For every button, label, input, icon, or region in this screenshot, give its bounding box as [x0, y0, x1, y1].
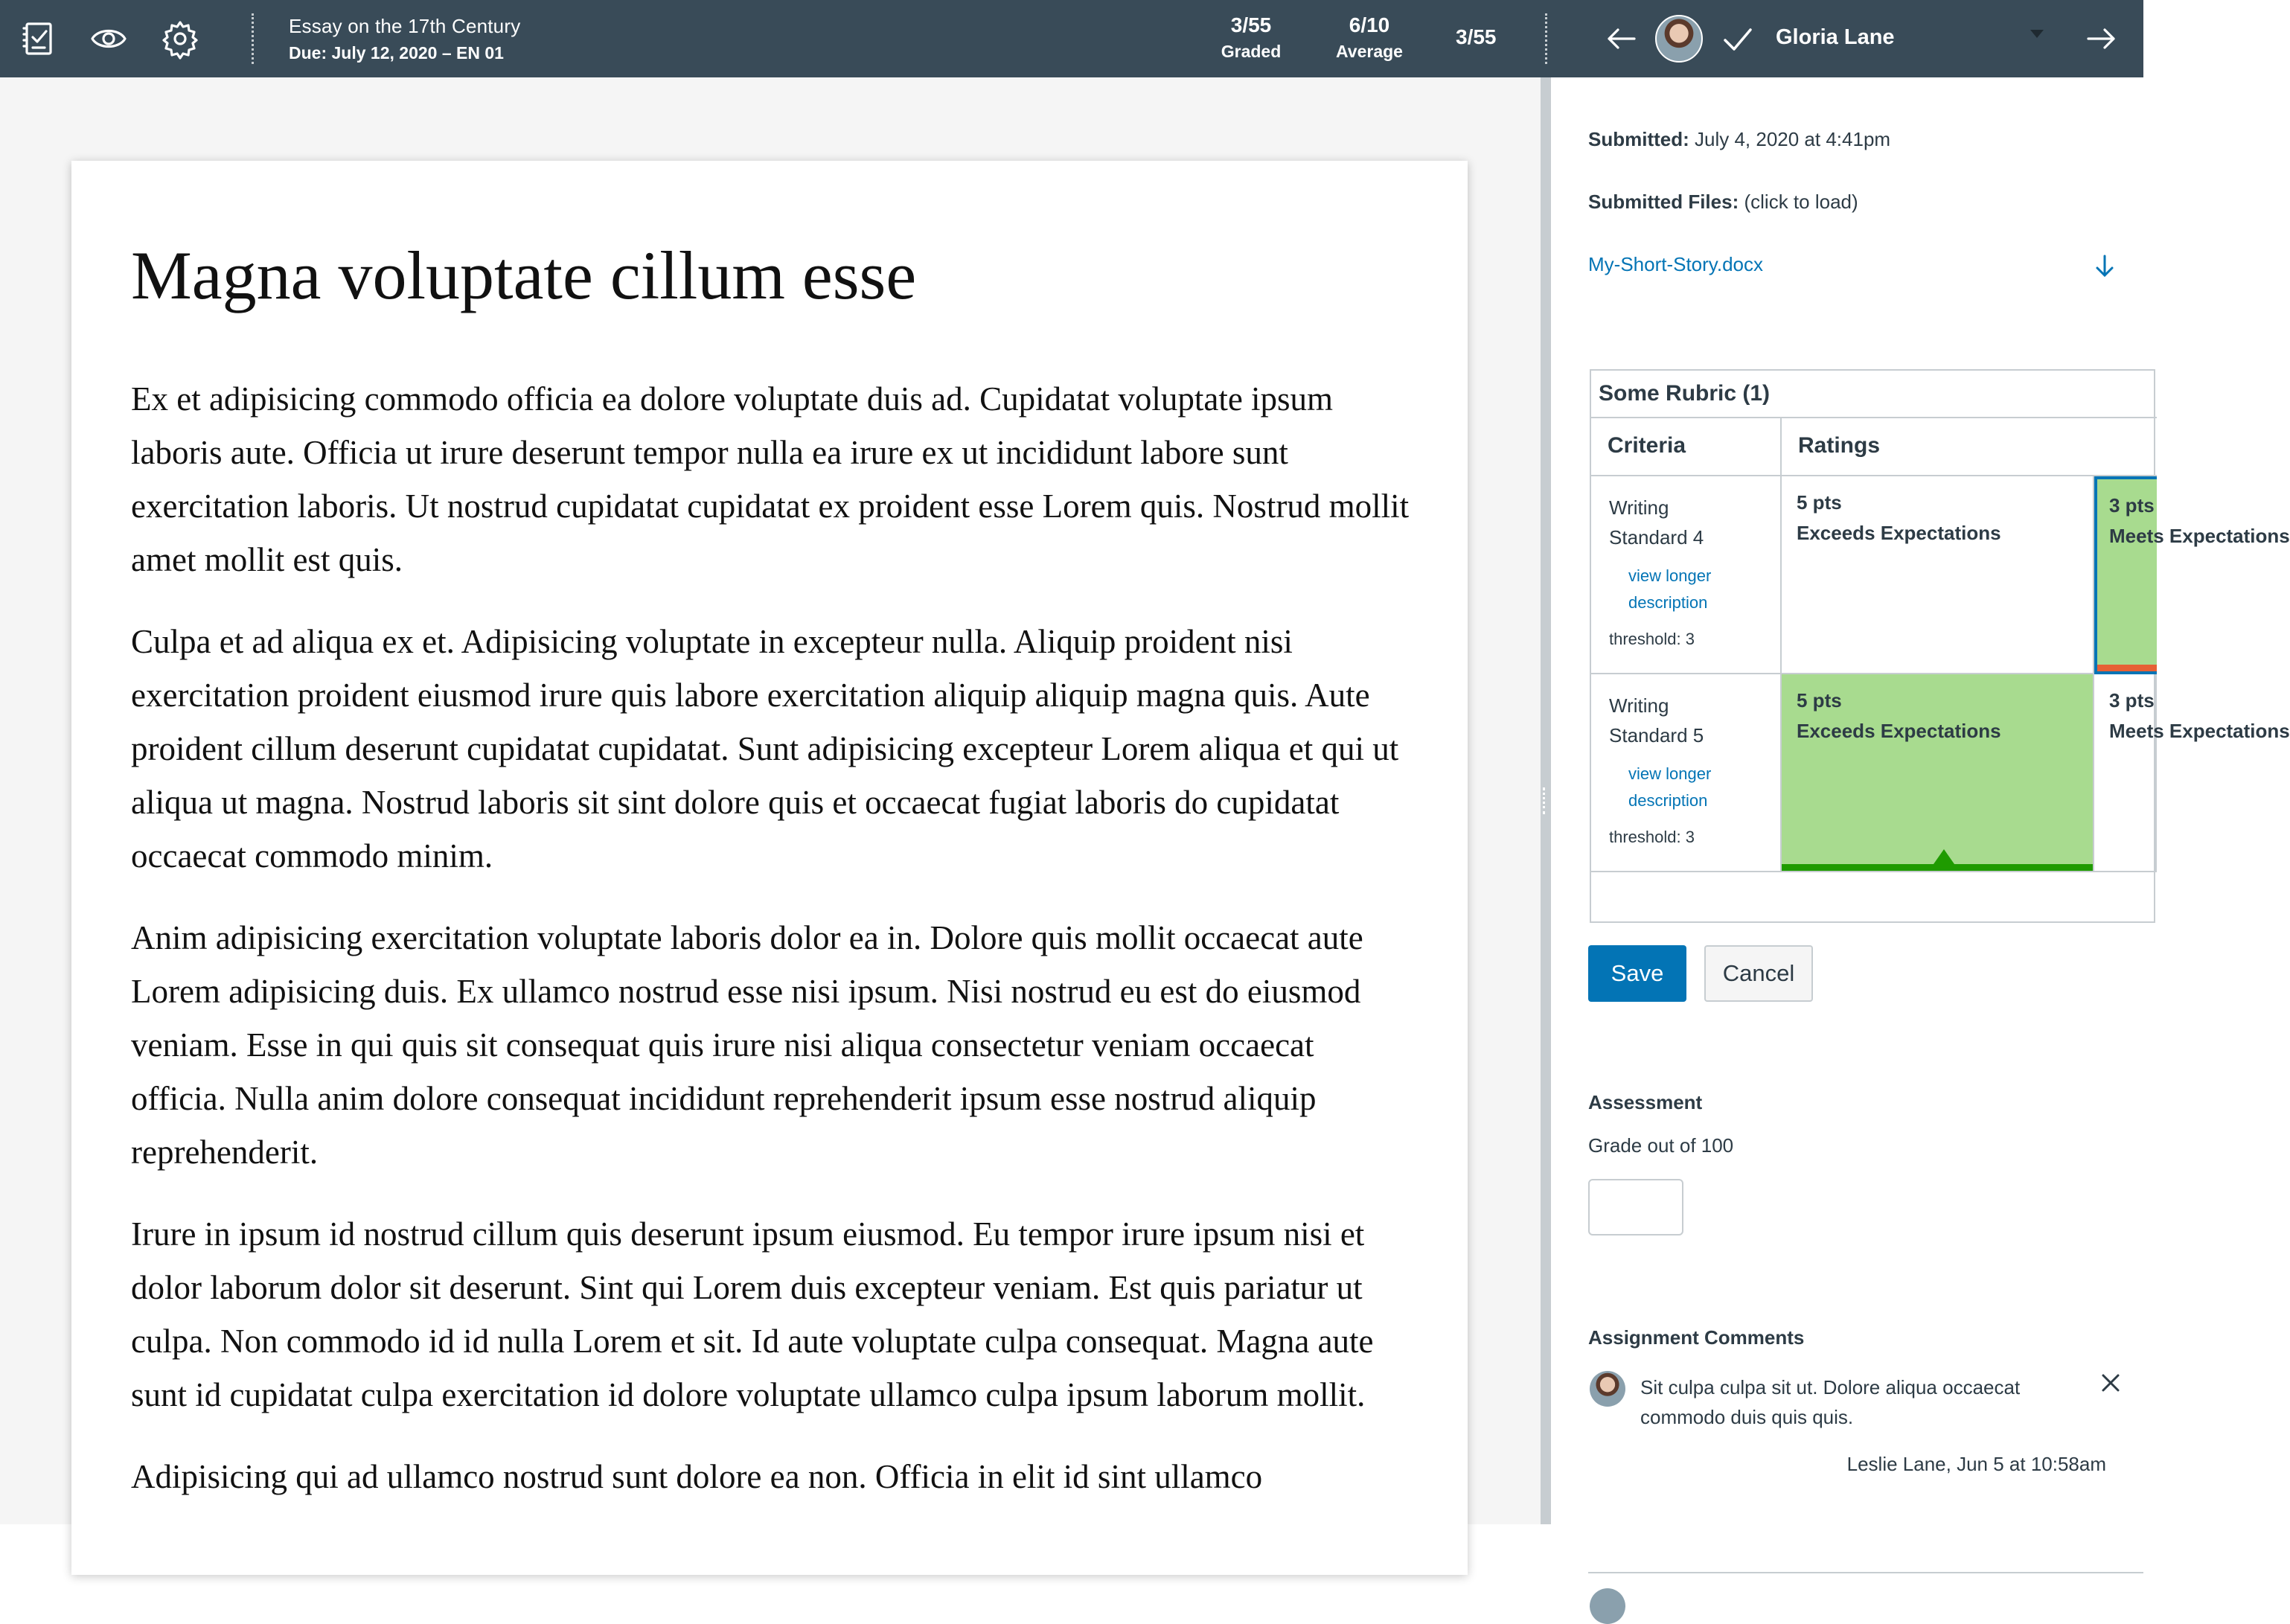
selected-caret-icon — [1934, 849, 1954, 864]
student-avatar — [1655, 15, 1703, 63]
rating-description: Exceeds Expectations — [1797, 522, 2001, 544]
average-value: 6/10 — [1349, 13, 1390, 36]
average-label: Average — [1336, 42, 1403, 61]
document-paragraph: Anim adipisicing exercitation voluptate laboris dolor ea in. Dolore quis mollit occaecat aute Lorem adipisicing duis. Ex ullamco nostrud esse nisi ipsum. Nisi nostrud eu est do eiusmod veniam. Esse in qui quis sit consequat quis irure nisi aliqua consectetur veniam occaecat officia. Nulla anim dolore consequat incididunt reprehenderit ipsum esse nostrud aliquip reprehenderit. — [131, 919, 1363, 1171]
gear-icon[interactable] — [158, 16, 202, 61]
average-stat — [1331, 13, 1408, 62]
ratings-column-header: Ratings — [1782, 418, 2157, 476]
view-longer-description-link[interactable]: view longer description — [1628, 764, 1712, 810]
next-student-arrow-icon[interactable] — [2082, 19, 2121, 58]
previous-student-arrow-icon[interactable] — [1602, 19, 1640, 58]
criterion-name: Writing Standard 5 — [1609, 694, 1704, 747]
download-icon[interactable] — [2091, 253, 2118, 280]
grade-input[interactable] — [1588, 1179, 1683, 1235]
delete-comment-close-icon[interactable] — [2099, 1371, 2123, 1395]
document-paragraph: Ex et adipisicing commodo officia ea dolore voluptate duis ad. Cupidatat voluptate ipsum laboris aute. Officia ut irure deserunt tempor nulla ea irure ex ut incididunt labore sunt exercitation laboris. Ut nostrud cupidatat cupidatat ex proident esse Lorem quis. Nostrud mollit amet mollit est quis. — [131, 380, 1410, 578]
rating-option[interactable] — [1782, 476, 2094, 674]
submitted-file-link[interactable]: My-Short-Story.docx — [1588, 253, 1764, 275]
chevron-down-icon[interactable] — [2030, 30, 2044, 38]
view-longer-description-link[interactable]: view longer description — [1628, 566, 1712, 612]
rating-option[interactable] — [2094, 674, 2290, 872]
submitted-files — [1588, 191, 1858, 214]
comment-divider — [1588, 1572, 2143, 1573]
criterion-threshold: threshold: 3 — [1609, 630, 1695, 648]
criteria-column-header: Criteria — [1591, 418, 1782, 476]
student-count: 3/55 — [1456, 25, 1497, 48]
document-viewer[interactable] — [0, 77, 1541, 1524]
assessment-heading: Assessment — [1588, 1091, 1703, 1113]
comment-author-time: Leslie Lane, Jun 5 at 10:58am — [1846, 1453, 2106, 1475]
cancel-button[interactable]: Cancel — [1704, 945, 1813, 1002]
rating-points: 5 pts — [1797, 689, 1842, 712]
rating-option-focused[interactable] — [2094, 476, 2290, 674]
rating-indicator-bar — [2097, 665, 2157, 671]
panel-resize-handle[interactable] — [1541, 77, 1551, 1524]
rubric-title: Some Rubric (1) — [1591, 371, 2157, 418]
rating-description: Meets Expectations — [2109, 525, 2290, 547]
comment-text: Sit culpa culpa sit ut. Dolore aliqua occaecat commodo duis quis quis. — [1640, 1376, 2021, 1428]
assignment-icon[interactable] — [16, 16, 61, 61]
graded-stat — [1218, 13, 1285, 62]
comment-author-avatar — [1590, 1371, 1625, 1407]
comment-author-avatar — [1590, 1588, 1625, 1624]
comments-heading: Assignment Comments — [1588, 1326, 1805, 1349]
submitted-value: July 4, 2020 at 4:41pm — [1695, 128, 1891, 150]
grading-panel — [1551, 77, 2290, 1524]
rating-points: 3 pts — [2109, 689, 2155, 712]
top-toolbar — [0, 0, 2143, 77]
rating-option-selected[interactable] — [1782, 674, 2094, 872]
graded-value: 3/55 — [1230, 13, 1272, 36]
rubric-table — [1590, 369, 2290, 923]
checkmark-icon — [1719, 21, 1755, 57]
student-name-select[interactable]: Gloria Lane — [1776, 25, 1895, 49]
submitted-date — [1588, 128, 1890, 151]
criterion-threshold: threshold: 3 — [1609, 828, 1695, 846]
rating-points: 5 pts — [1797, 491, 1842, 514]
criterion-cell — [1591, 674, 1782, 872]
document-paragraph: Irure in ipsum id nostrud cillum quis deserunt ipsum eiusmod. Eu tempor irure ipsum nisi et dolor laborum dolor sit deserunt. Sint qui Lorem duis excepteur veniam. Est quis pariatur ut culpa. Non commodo id id nulla Lorem et sit. Id aute voluptate culpa consequat. Magna aute sunt id cupidatat culpa exercitation id dolore voluptate ullamco culpa ipsum laborum mollit. — [131, 1215, 1374, 1413]
document-page — [71, 161, 1468, 1575]
graded-label: Graded — [1221, 42, 1282, 61]
document-paragraph: Culpa et ad aliqua ex et. Adipisicing voluptate in excepteur nulla. Aliquip proident nisi exercitation proident eiusmod irure quis labore exercitation aliquip aliquip magna quis. Aute proident cillum deserunt cupidatat cupidatat. Sunt adipisicing excepteur Lorem aliqua et qui ut aliqua ut magna. Nostrud laboris sit sint dolore quis et occaecat fugiat laboris do cupidatat occaecat commodo minim. — [131, 623, 1399, 875]
eye-icon[interactable] — [86, 16, 131, 61]
toolbar-divider — [252, 13, 254, 64]
grade-label: Grade out of 100 — [1588, 1134, 1734, 1157]
assignment-title: Essay on the 17th Century — [289, 15, 521, 37]
document-body — [131, 372, 1411, 1532]
toolbar-divider — [1545, 13, 1547, 64]
criterion-name: Writing Standard 4 — [1609, 496, 1704, 549]
save-button[interactable]: Save — [1588, 945, 1686, 1002]
submitted-files-label: Submitted Files: — [1588, 191, 1739, 213]
rating-points: 3 pts — [2109, 494, 2155, 517]
submitted-label: Submitted: — [1588, 128, 1689, 150]
rating-indicator-bar — [1782, 864, 2093, 871]
rating-description: Exceeds Expectations — [1797, 720, 2001, 742]
assignment-due-date: Due: July 12, 2020 – EN 01 — [289, 43, 504, 63]
document-heading: Magna voluptate cillum esse — [131, 237, 917, 313]
document-paragraph: Adipisicing qui ad ullamco nostrud sunt dolore ea non. Officia in elit id sint ullamco — [131, 1458, 1263, 1495]
submitted-files-hint: (click to load) — [1744, 191, 1858, 213]
drag-handle-icon[interactable] — [1543, 787, 1551, 814]
rating-description: Meets Expectations — [2109, 720, 2290, 742]
criterion-cell — [1591, 476, 1782, 674]
